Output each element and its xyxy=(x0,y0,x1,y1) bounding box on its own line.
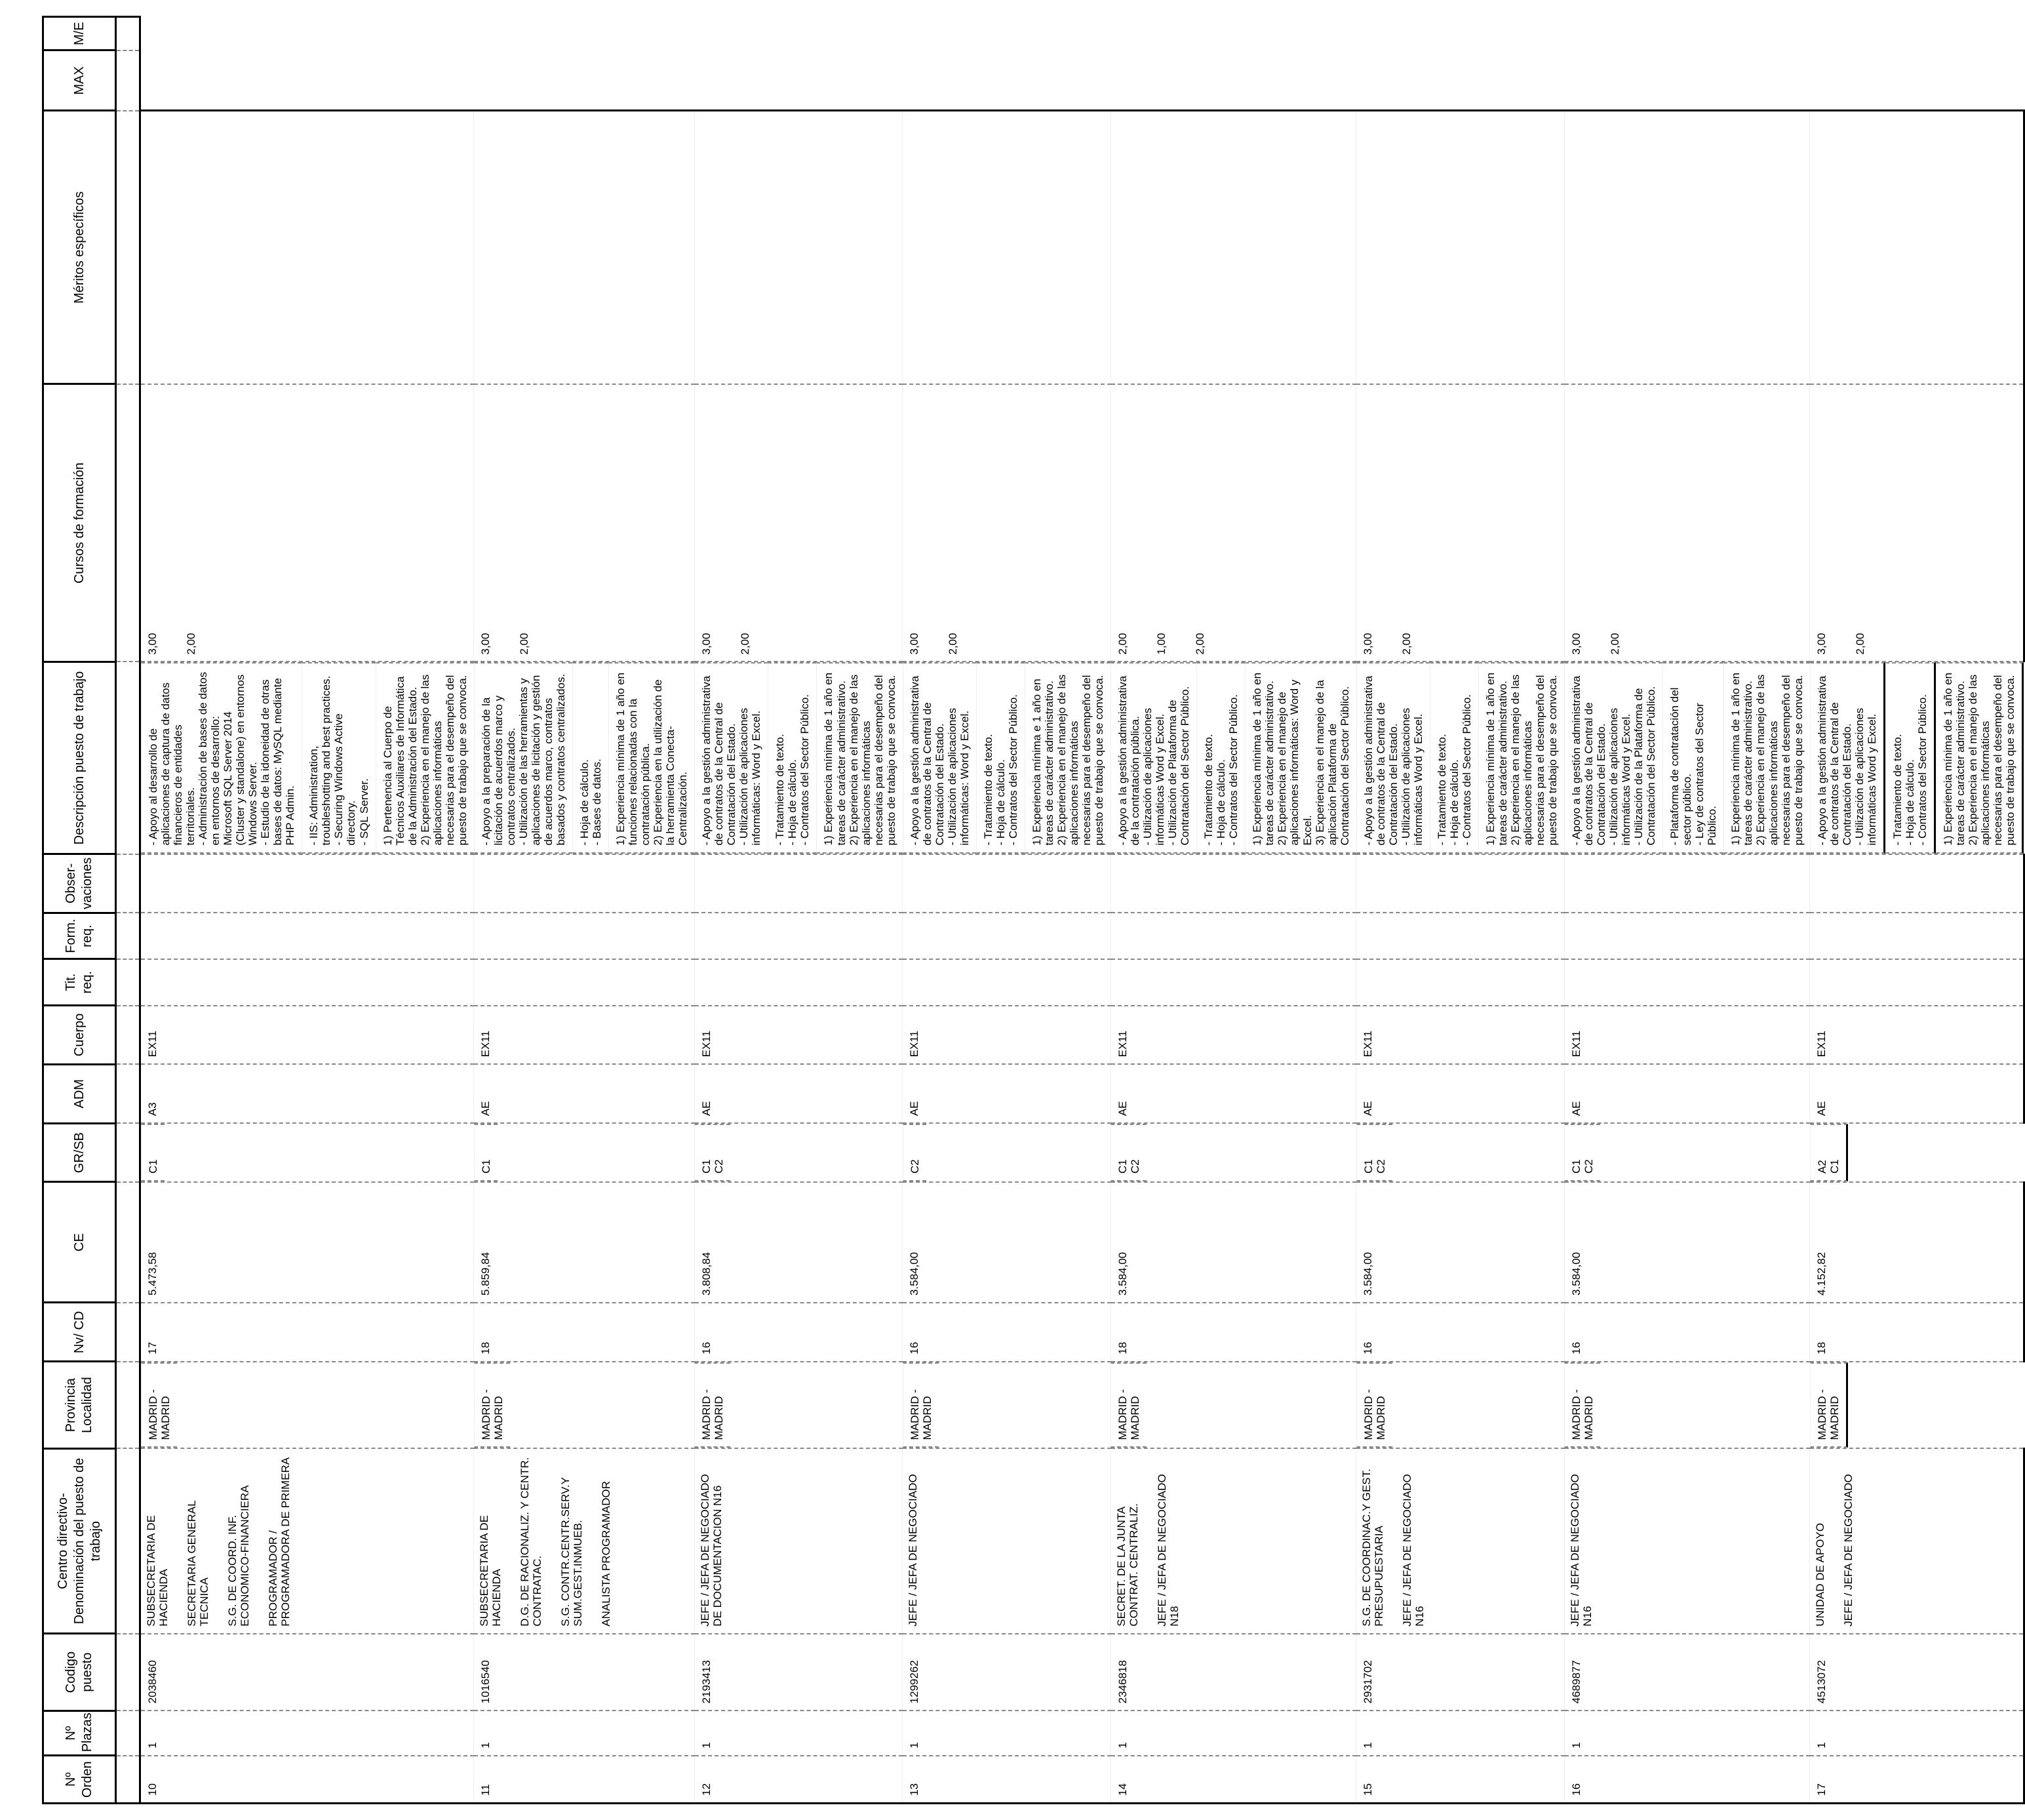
adm-cell: AE xyxy=(694,1064,902,1123)
form-cell xyxy=(474,913,694,959)
codigo-cell: 2038460 xyxy=(140,1634,474,1711)
centro-parent-unit: UNIDAD DE APOYO xyxy=(1814,1522,1827,1627)
nivel-cell: 16 xyxy=(903,1303,1111,1362)
max-value: 1,00 xyxy=(1154,633,1168,655)
obs-cell xyxy=(903,854,1111,913)
provincia-cell: MADRID - MADRID xyxy=(141,1362,177,1448)
descripcion-cell: - Apoyo a la gestión administrativa de la contratación pública. - Utilización de aplicaciones informáticas Word y Excel. - Utilización de Plataforma de Contratación del Sector Público. xyxy=(1111,663,1196,854)
cuerpo-cell: EX11 xyxy=(694,1006,902,1065)
centro-cell xyxy=(140,1448,474,1633)
header-ce: CE xyxy=(43,1182,116,1303)
centro-parent-units xyxy=(1360,1455,1385,1626)
orden-cell: 11 xyxy=(474,1756,694,1804)
nivel-cell: 18 xyxy=(1111,1303,1356,1362)
header-provincia: Provincia Localidad xyxy=(43,1362,116,1449)
cursos-cell: - Tratamiento de texto. - Hoja de cálculo. - Contratos del Sector Público. xyxy=(1885,663,1936,854)
max-cell xyxy=(140,384,474,662)
descripcion-cell: - Apoyo a la gestión administrativa de contratos de la Central de Contratación del Estado. - Utilización de aplicaciones informáticas Word y Excel. - Utilización de la Plataforma de Contratación del Sector Público. xyxy=(1564,663,1662,854)
header-cuerpo: Cuerpo xyxy=(43,1006,116,1065)
ce-cell: 3.584,00 xyxy=(1111,1182,1356,1303)
centro-cell xyxy=(903,1448,1111,1633)
table-row xyxy=(1111,17,1356,1804)
cursos-cell: - Tratamiento de texto. - Hoja de cálculo. - Contratos del Sector Público. xyxy=(1196,663,1245,854)
me-cell xyxy=(1564,111,1810,384)
centro-cell xyxy=(694,1448,902,1633)
grupo-cell: C2 xyxy=(903,1124,926,1181)
nivel-cell: 18 xyxy=(1810,1303,2024,1362)
form-cell xyxy=(1111,913,1356,959)
cursos-cell: - Tratamiento de texto. - Hoja de cálculo. - Contratos del Sector Público. xyxy=(976,663,1025,854)
header-centro: Centro directivo-Denominación del puesto de trabajo xyxy=(43,1448,116,1633)
max-value: 3,00 xyxy=(1569,633,1583,655)
header-row xyxy=(43,17,116,1804)
meritos-cell: 1) Experiencia mínima de 1 año en funciones relacionadas con la contratación pública. 2) Experiencia en la utilización de la herramienta Conecta-Centralización. xyxy=(608,663,694,854)
me-cell xyxy=(1810,111,2024,384)
cursos-cell: - Tratamiento de texto. - Hoja de cálculo. - Contratos del Sector Público. xyxy=(1430,663,1478,854)
obs-cell xyxy=(474,854,694,913)
adm-cell: AE xyxy=(1564,1064,1810,1123)
max-cell xyxy=(1356,384,1564,662)
obs-cell xyxy=(1356,854,1564,913)
grupo-cell: C1 C2 xyxy=(1111,1124,1147,1181)
max-value: 2,00 xyxy=(1854,633,1867,655)
centro-parent-unit: S.G. DE COORDINAC.Y GEST. PRESUPUESTARIA xyxy=(1360,1469,1386,1627)
orden-cell: 16 xyxy=(1564,1756,1810,1804)
blank-row xyxy=(116,17,140,1804)
codigo-cell: 2931702 xyxy=(1356,1634,1564,1711)
header-form: Form. req. xyxy=(43,913,116,959)
puesto-denominacion: JEFE / JEFA DE NEGOCIADO xyxy=(1842,1474,1855,1627)
header-nivel: Nv/ CD xyxy=(43,1303,116,1362)
codigo-cell: 2346818 xyxy=(1111,1634,1356,1711)
ce-cell: 3.584,00 xyxy=(903,1182,1111,1303)
max-value: 2,00 xyxy=(1400,633,1413,655)
nivel-cell: 16 xyxy=(694,1303,902,1362)
tit-cell xyxy=(1810,959,2024,1006)
centro-parent-unit: SUBSECRETARIA DE HACIENDA xyxy=(145,1514,170,1627)
me-cell xyxy=(903,111,1111,384)
max-value: 2,00 xyxy=(947,633,960,655)
centro-cell xyxy=(474,1448,694,1633)
table-row xyxy=(694,17,902,1804)
orden-cell: 10 xyxy=(140,1756,474,1804)
max-value: 3,00 xyxy=(908,633,921,655)
table-row xyxy=(1356,17,1564,1804)
plazas-cell: 1 xyxy=(1356,1711,1564,1755)
adm-cell: AE xyxy=(1356,1064,1564,1123)
cuerpo-cell: EX11 xyxy=(1111,1006,1356,1065)
centro-cell xyxy=(1356,1448,1564,1633)
cursos-cell: - Plataforma de contratación del sector público. - Ley de contratos del Sector Público. xyxy=(1662,663,1723,854)
meritos-cell: 1) Experiencia mínima de 1 año en tareas de carácter administrativo. 2) Experiencia en el manejo de las aplicaciones informáticas necesarias para el desempeño del puesto de trabajo que se convoca. xyxy=(816,663,902,854)
meritos-cell: 1) Pertenencia al Cuerpo de Técnicos Auxiliares de Informática de la Administración del Estado. 2) Experiencia en el manejo de las aplicaciones informáticas necesarias para el desempeño del puesto de trabajo que se convoca. xyxy=(376,663,474,854)
obs-cell xyxy=(1564,854,1810,913)
me-cell xyxy=(1111,111,1356,384)
header-me: M/E xyxy=(43,17,116,50)
provincia-cell: MADRID - MADRID xyxy=(1810,1362,1848,1448)
max-cell xyxy=(694,384,902,662)
grupo-cell: C1 xyxy=(474,1124,498,1181)
descripcion-cell: - Apoyo a la gestión administrativa de contratos de la Central de Contratación del Estado. - Utilización de aplicaciones informáticas Word y Excel. xyxy=(1810,663,1885,854)
header-plazas: Nº Plazas xyxy=(43,1711,116,1755)
header-descripcion: Descripción puesto de trabajo xyxy=(43,662,116,854)
provincia-cell: MADRID - MADRID xyxy=(1111,1362,1147,1448)
cursos-cell: - IIS: Administration, troubleshotting and best practices. - Securing Windows Active directory. - SQL Server. xyxy=(302,663,375,854)
centro-cell xyxy=(1810,1448,2024,1633)
cuerpo-cell: EX11 xyxy=(1564,1006,1810,1065)
max-value: 3,00 xyxy=(1815,633,1828,655)
max-value: 2,00 xyxy=(518,633,531,655)
header-codigo: Codigo puesto xyxy=(43,1634,116,1711)
max-value: 2,00 xyxy=(738,633,751,655)
codigo-cell: 4513072 xyxy=(1810,1634,2024,1711)
centro-parent-units xyxy=(1814,1455,1826,1626)
obs-cell xyxy=(140,854,474,913)
obs-cell xyxy=(1111,854,1356,913)
form-cell xyxy=(1564,913,1810,959)
max-cell xyxy=(474,384,694,662)
table-row xyxy=(140,17,474,1804)
table-row xyxy=(903,17,1111,1804)
table-row xyxy=(1564,17,1810,1804)
centro-cell xyxy=(1111,1448,1356,1633)
ce-cell: 5.473,58 xyxy=(140,1182,474,1303)
grupo-cell: A2 C1 xyxy=(1810,1124,1848,1181)
adm-cell: AE xyxy=(474,1064,694,1123)
tit-cell xyxy=(1111,959,1356,1006)
table-body xyxy=(116,17,2024,1804)
orden-cell: 14 xyxy=(1111,1756,1356,1804)
form-cell xyxy=(1810,913,2024,959)
adm-cell: AE xyxy=(1810,1064,2024,1123)
cuerpo-cell: EX11 xyxy=(903,1006,1111,1065)
cursos-cell: - Tratamiento de texto. - Hoja de cálculo. - Contratos del Sector Público. xyxy=(768,663,816,854)
nivel-cell: 17 xyxy=(140,1303,474,1362)
nivel-cell: 16 xyxy=(1356,1303,1564,1362)
adm-cell: A3 xyxy=(140,1064,474,1123)
codigo-cell: 1299262 xyxy=(903,1634,1111,1711)
puesto-denominacion: JEFE / JEFA DE NEGOCIADO DE DOCUMENTACION N16 xyxy=(698,1474,724,1627)
provincia-cell: MADRID - MADRID xyxy=(474,1362,510,1448)
centro-cell xyxy=(1564,1448,1810,1633)
puesto-denominacion: JEFE / JEFA DE NEGOCIADO N16 xyxy=(1401,1474,1426,1627)
me-cell xyxy=(694,111,902,384)
provincia-cell: MADRID - MADRID xyxy=(903,1362,939,1448)
meritos-cell: 1) Experiencia mínima de 1 año en tareas de carácter administrativo. 2) Experiencia en el manejo de las aplicaciones informáticas necesarias para el desempeño del puesto de trabajo que se convoca. xyxy=(1478,663,1564,854)
codigo-cell: 1016540 xyxy=(474,1634,694,1711)
ce-cell: 3.584,00 xyxy=(1356,1182,1564,1303)
max-cell xyxy=(1564,384,1810,662)
form-cell xyxy=(694,913,902,959)
table-row xyxy=(1810,17,2024,1804)
header-obs: Obser-vaciones xyxy=(43,854,116,913)
tit-cell xyxy=(1564,959,1810,1006)
centro-parent-unit: SUBSECRETARIA DE HACIENDA xyxy=(478,1514,503,1627)
max-value: 2,00 xyxy=(1608,633,1621,655)
cursos-cell: - Hoja de cálculo. - Bases de datos. xyxy=(572,663,608,854)
provincia-cell: MADRID - MADRID xyxy=(1564,1362,1600,1448)
tit-cell xyxy=(903,959,1111,1006)
plazas-cell: 1 xyxy=(474,1711,694,1755)
centro-parent-units xyxy=(478,1455,584,1626)
cuerpo-cell: EX11 xyxy=(140,1006,474,1065)
header-meritos: Méritos específicos xyxy=(43,111,116,384)
centro-parent-unit: SECRETARIA GENERAL TECNICA xyxy=(186,1500,211,1627)
meritos-cell: 1) Experiencia mínima de 1 año en tareas de carácter administrativo. 2) Experiencia en el manejo de aplicaciones informáticas: Word y Excel. 3) Experiencia en el manejo de la aplicación Plataforma de Contratación del Sector Público. xyxy=(1245,663,1356,854)
ce-cell: 4.152,82 xyxy=(1810,1182,2024,1303)
max-value: 3,00 xyxy=(146,633,159,655)
descripcion-cell: - Apoyo a la gestión administrativa de contratos de la Central de Contratación del Estado. - Utilización de aplicaciones informáticas: Word y Excel. xyxy=(903,663,976,854)
cuerpo-cell: EX11 xyxy=(1356,1006,1564,1065)
puesto-denominacion: JEFE / JEFA DE NEGOCIADO N18 xyxy=(1155,1474,1181,1627)
centro-parent-units xyxy=(145,1455,251,1626)
header-orden: Nº Orden xyxy=(43,1756,116,1804)
centro-parent-unit: S.G. CONTR.CENTR.SERV.Y SUM.GEST.INMUEB. xyxy=(559,1477,585,1627)
grupo-cell: C1 C2 xyxy=(1356,1124,1392,1181)
meritos-cell: 1) Experiencia mínima e 1 año en tareas de carácter administrativo. 2) Experiencia en el manejo de las aplicaciones informáticas necesarias para el desempeño del puesto de trabajo que se convoca. xyxy=(1025,663,1111,854)
tit-cell xyxy=(694,959,902,1006)
orden-cell: 17 xyxy=(1810,1756,2024,1804)
max-value: 2,00 xyxy=(1193,633,1206,655)
tit-cell xyxy=(1356,959,1564,1006)
grupo-cell: C1 xyxy=(141,1124,165,1181)
descripcion-cell: - Apoyo al desarrollo de aplicaciones de captura de datos financieros de entidades territoriales. - Administración de bases de datos en entornos de desarrollo: Microsoft SQL Server 2014 (Cluster y standalone) en entornos Windows Server. - Estudio de la idoneidad de otras bases de datos: MySQL mediante PHP Admin. xyxy=(141,663,302,854)
max-value: 2,00 xyxy=(185,633,198,655)
plazas-cell: 1 xyxy=(1111,1711,1356,1755)
obs-cell xyxy=(694,854,902,913)
header-max: MAX xyxy=(43,50,116,111)
plazas-cell: 1 xyxy=(694,1711,902,1755)
cuerpo-cell: EX11 xyxy=(474,1006,694,1065)
table-row xyxy=(474,17,694,1804)
orden-cell: 13 xyxy=(903,1756,1111,1804)
puesto-denominacion: ANALISTA PROGRAMADOR xyxy=(600,1481,613,1627)
ce-cell: 5.859,84 xyxy=(474,1182,694,1303)
me-cell xyxy=(1356,111,1564,384)
meritos-cell: 1) Experiencia mínima de 1 año en tareas de carácter administrativo. 2) Experiencia en el manejo de las aplicaciones informáticas necesarias para el desempeño del puesto de trabajo que se convoca. xyxy=(1723,663,1809,854)
plazas-cell: 1 xyxy=(1564,1711,1810,1755)
grupo-cell: C1 C2 xyxy=(694,1124,730,1181)
max-value: 3,00 xyxy=(479,633,492,655)
nivel-cell: 16 xyxy=(1564,1303,1810,1362)
centro-parent-units xyxy=(1115,1455,1140,1626)
max-value: 2,00 xyxy=(1116,633,1129,655)
max-value: 3,00 xyxy=(1362,633,1375,655)
max-cell xyxy=(1810,384,2024,662)
plazas-cell: 1 xyxy=(903,1711,1111,1755)
header-cursos: Cursos de formación xyxy=(43,384,116,662)
max-cell xyxy=(903,384,1111,662)
orden-cell: 12 xyxy=(694,1756,902,1804)
job-positions-table xyxy=(42,16,2025,1804)
plazas-cell: 1 xyxy=(1810,1711,2024,1755)
header-adm: ADM xyxy=(43,1064,116,1123)
max-cell xyxy=(1111,384,1356,662)
form-cell xyxy=(903,913,1111,959)
descripcion-cell: - Apoyo a la gestión administrativa de contratos de la Central de Contratación del Estado. - Utilización de aplicaciones informáticas Word y Excel. xyxy=(1356,663,1430,854)
header-tit: Tit. req. xyxy=(43,959,116,1006)
centro-parent-unit: S.G. DE COORD. INF. ECONOMICO-FINANCIERA xyxy=(226,1485,252,1627)
plazas-cell: 1 xyxy=(140,1711,474,1755)
descripcion-cell: - Apoyo a la gestión administrativa de contratos de la Central de Contratación del Estado. - Utilización de aplicaciones informáticas: Word y Excel. xyxy=(694,663,768,854)
form-cell xyxy=(1356,913,1564,959)
descripcion-cell: - Apoyo a la preparación de la licitación de acuerdos marco y contratos centralizados. - Utilización de las herramientas y aplicaciones de licitación y gestión de acuerdos marco, contratos basados y contratos centralizados. xyxy=(474,663,572,854)
cuerpo-cell: EX11 xyxy=(1810,1006,2024,1065)
puesto-denominacion: JEFE / JEFA DE NEGOCIADO N16 xyxy=(1568,1474,1594,1627)
meritos-cell: 1) Experiencia mínima de 1 año en tareas de carácter administrativo. 2) Experiencia en el manejo de las aplicaciones informáticas necesarias para el desempeño del puesto de trabajo que se convoca. xyxy=(1936,663,2024,854)
ce-cell: 3.584,00 xyxy=(1564,1182,1810,1303)
grupo-cell: C1 C2 xyxy=(1564,1124,1600,1181)
provincia-cell: MADRID - MADRID xyxy=(1356,1362,1392,1448)
max-value: 3,00 xyxy=(699,633,713,655)
centro-parent-unit: D.G. DE RACIONALIZ. Y CENTR. CONTRATAC. xyxy=(519,1457,544,1627)
nivel-cell: 18 xyxy=(474,1303,694,1362)
me-cell xyxy=(474,111,694,384)
adm-cell: AE xyxy=(903,1064,1111,1123)
codigo-cell: 4689877 xyxy=(1564,1634,1810,1711)
adm-cell: AE xyxy=(1111,1064,1356,1123)
tit-cell xyxy=(474,959,694,1006)
codigo-cell: 2193413 xyxy=(694,1634,902,1711)
puesto-denominacion: PROGRAMADOR / PROGRAMADORA DE PRIMERA xyxy=(267,1457,292,1627)
orden-cell: 15 xyxy=(1356,1756,1564,1804)
form-cell xyxy=(140,913,474,959)
obs-cell xyxy=(1810,854,2024,913)
ce-cell: 3.808,84 xyxy=(694,1182,902,1303)
header-grupo: GR/SB xyxy=(43,1123,116,1182)
centro-parent-unit: SECRET. DE LA JUNTA CONTRAT. CENTRALIZ. xyxy=(1114,1503,1140,1627)
me-cell xyxy=(140,111,474,384)
puesto-denominacion: JEFE / JEFA DE NEGOCIADO xyxy=(907,1474,920,1627)
tit-cell xyxy=(140,959,474,1006)
provincia-cell: MADRID - MADRID xyxy=(694,1362,730,1448)
